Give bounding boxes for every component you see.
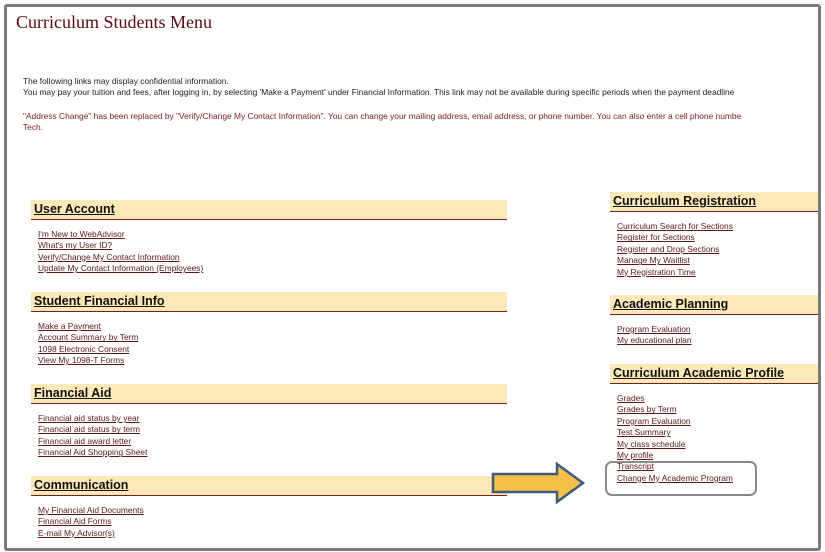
link-my-class-schedule[interactable]: My class schedule [617, 438, 686, 449]
link-whats-my-user-id[interactable]: What's my User ID? [38, 240, 113, 251]
link-1098-electronic-consent[interactable]: 1098 Electronic Consent [38, 343, 130, 354]
link-register-for-sections[interactable]: Register for Sections [617, 232, 695, 243]
section-student-financial-info [31, 292, 507, 367]
link-grades[interactable]: Grades [617, 393, 645, 403]
link-account-summary-by-term[interactable]: Account Summary by Term [38, 332, 139, 343]
section-header: Financial Aid [31, 384, 507, 404]
link-transcript[interactable]: Transcript [617, 461, 654, 472]
notice-line-4: Tech. [23, 122, 44, 132]
section-academic-planning [610, 295, 821, 347]
section-curriculum-registration [610, 192, 821, 278]
address-change-notice [23, 111, 741, 133]
link-profile-program-evaluation[interactable]: Program Evaluation [617, 415, 691, 426]
page-title: Curriculum Students Menu [16, 12, 212, 32]
section-financial-aid [31, 384, 507, 459]
link-email-my-advisor[interactable]: E-mail My Advisor(s) [38, 527, 115, 538]
link-my-financial-aid-documents[interactable]: My Financial Aid Documents [38, 505, 144, 515]
link-aid-award-letter[interactable]: Financial aid award letter [38, 435, 132, 446]
notice-line-1: The following links may display confidential information. [23, 76, 229, 86]
confidential-notice [23, 76, 734, 98]
link-program-evaluation[interactable]: Program Evaluation [617, 324, 691, 334]
page-frame [4, 4, 821, 551]
link-change-my-academic-program[interactable]: Change My Academic Program [617, 472, 733, 483]
section-header: Academic Planning [610, 295, 821, 315]
link-register-and-drop-sections[interactable]: Register and Drop Sections [617, 243, 720, 254]
section-communication [31, 476, 507, 539]
link-update-contact-info-employees[interactable]: Update My Contact Information (Employees) [38, 263, 204, 274]
notice-line-3: "Address Change" has been replaced by "Verify/Change My Contact Information". You can change your mailing address, email address, or phone number. You can also enter a cell phone numbe [23, 111, 742, 121]
link-test-summary[interactable]: Test Summary [617, 427, 671, 438]
highlight-box [605, 461, 757, 496]
link-grades-by-term[interactable]: Grades by Term [617, 404, 677, 415]
link-my-educational-plan[interactable]: My educational plan [617, 335, 692, 346]
link-aid-status-by-year[interactable]: Financial aid status by year [38, 413, 140, 423]
link-my-registration-time[interactable]: My Registration Time [617, 266, 696, 277]
link-verify-contact-info[interactable]: Verify/Change My Contact Information [38, 251, 180, 262]
link-aid-shopping-sheet[interactable]: Financial Aid Shopping Sheet [38, 447, 148, 458]
arrow-right-icon [491, 462, 587, 504]
section-header: Curriculum Registration [610, 192, 821, 212]
link-my-profile[interactable]: My profile [617, 450, 654, 461]
link-curriculum-search-sections[interactable]: Curriculum Search for Sections [617, 221, 733, 231]
link-aid-status-by-term[interactable]: Financial aid status by term [38, 424, 140, 435]
link-view-1098t-forms[interactable]: View My 1098-T Forms [38, 355, 125, 366]
notice-line-2: You may pay your tuition and fees, after logging in, by selecting 'Make a Payment' under Financial Information. This link may not be available during specific periods when the payment deadline [23, 87, 735, 97]
section-header: Communication [31, 476, 507, 496]
section-header: User Account [31, 200, 507, 220]
link-make-a-payment[interactable]: Make a Payment [38, 321, 101, 331]
link-manage-my-waitlist[interactable]: Manage My Waitlist [617, 255, 690, 266]
link-financial-aid-forms[interactable]: Financial Aid Forms [38, 516, 112, 527]
section-header: Curriculum Academic Profile [610, 364, 821, 384]
section-header: Student Financial Info [31, 292, 507, 312]
link-new-to-webadvisor[interactable]: I'm New to WebAdvisor [38, 229, 125, 239]
section-user-account [31, 200, 507, 275]
